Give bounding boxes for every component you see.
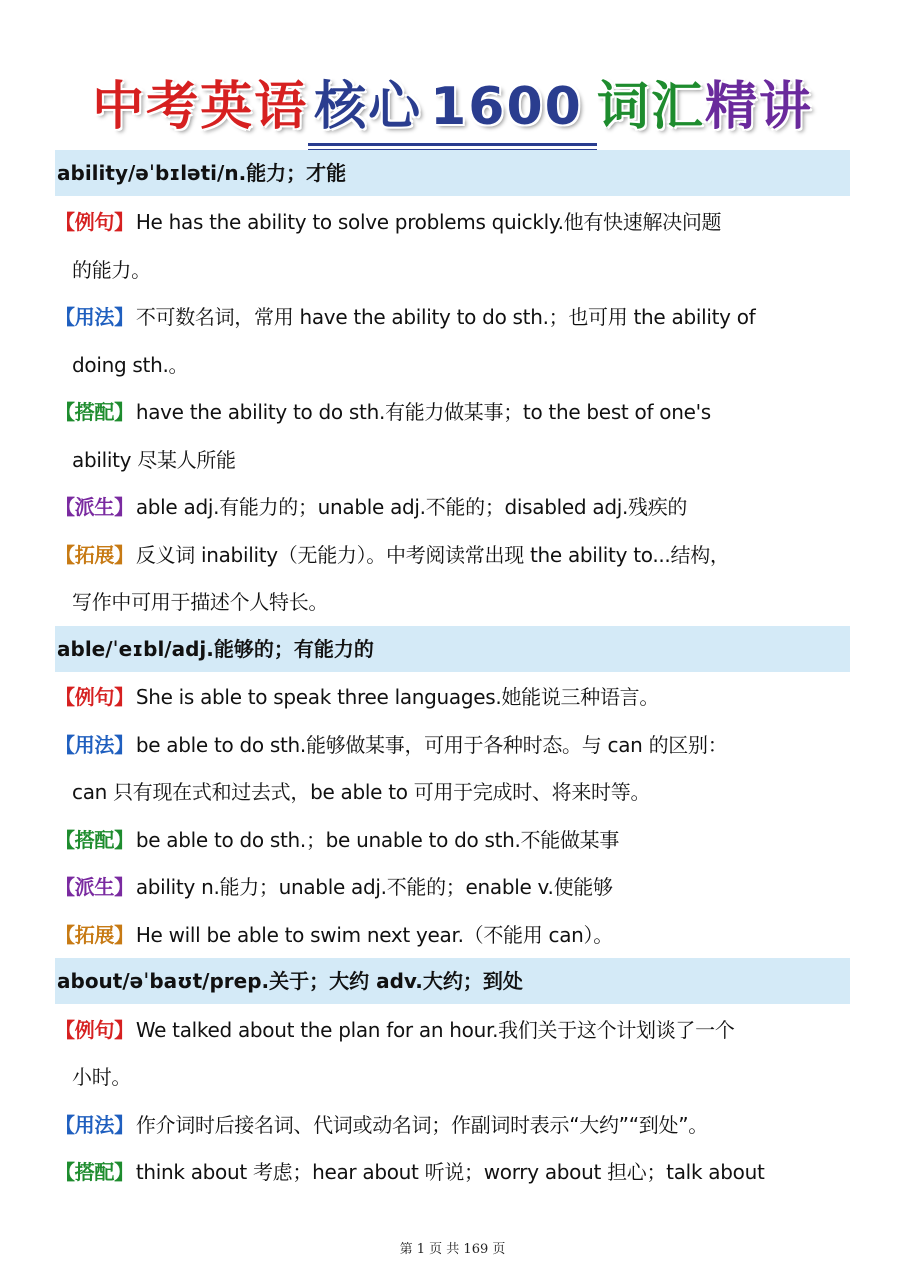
line-text: She is able to speak three languages.她能说三种语言。: [135, 685, 660, 709]
entry-line: [55, 303, 855, 331]
line-text: ability n.能力；unable adj.不能的；enable v.使能够: [135, 875, 613, 899]
entry-line: [55, 541, 855, 569]
tag-example: 【例句】: [55, 210, 134, 234]
entry-line: [72, 588, 872, 616]
page-number-footer: 第 1 页 共 169 页: [399, 1242, 506, 1257]
tag-usage: 【用法】: [55, 733, 134, 757]
title-number: 1600: [430, 77, 583, 137]
title-part-4-green: 词汇: [596, 77, 705, 137]
entry-line: [55, 398, 855, 426]
tag-example: 【例句】: [55, 685, 134, 709]
entry-line: [72, 778, 872, 806]
headword-able: able/ˈeɪbl/adj.能够的；有能力的: [55, 626, 850, 672]
line-text: be able to do sth.能够做某事，可用于各种时态。与 can 的区别：: [135, 733, 728, 757]
line-text: 写作中可用于描述个人特长。: [72, 590, 329, 614]
title-part-1: 中考英语: [92, 77, 309, 137]
title-part-4: [597, 72, 813, 142]
line-text: We talked about the plan for an hour.我们关于这个计划谈了一个: [135, 1018, 735, 1042]
line-text: 小时。: [72, 1065, 132, 1089]
line-text: can 只有现在式和过去式，be able to 可用于完成时、将来时等。: [72, 780, 651, 804]
tag-derivation: 【派生】: [55, 495, 134, 519]
line-text: ability 尽某人所能: [72, 448, 236, 472]
line-text: 作介词时后接名词、代词或动名词；作副词时表示“大约”“到处”。: [135, 1113, 708, 1137]
entry-line: [55, 873, 855, 901]
line-text: think about 考虑；hear about 听说；worry about 担心；talk about: [135, 1160, 765, 1184]
tag-usage: 【用法】: [55, 1113, 134, 1137]
entry-line: [55, 921, 855, 949]
line-text: 不可数名词，常用 have the ability to do sth.；也可用 the ability of: [135, 305, 756, 329]
tag-collocation: 【搭配】: [55, 400, 134, 424]
tag-usage: 【用法】: [55, 305, 134, 329]
entry-line: [55, 731, 855, 759]
line-text: doing sth.。: [72, 353, 189, 377]
headword-about: about/əˈbaʊt/prep.关于；大约 adv.大约；到处: [55, 958, 850, 1004]
title-core-text: 核心: [314, 77, 423, 137]
entry-line: [55, 1158, 855, 1186]
tag-extension: 【拓展】: [55, 543, 134, 567]
line-text: be able to do sth.；be unable to do sth.不能做某事: [135, 828, 620, 852]
line-text: 的能力。: [72, 258, 151, 282]
entry-line: [72, 446, 872, 474]
line-text: have the ability to do sth.有能力做某事；to the best of one's: [135, 400, 711, 424]
title-part-4-purple: 精讲: [704, 77, 813, 137]
tag-collocation: 【搭配】: [55, 1160, 134, 1184]
line-text: able adj.有能力的；unable adj.不能的；disabled adj.残疾的: [135, 495, 688, 519]
entry-line: [55, 1111, 855, 1139]
page-title: [0, 72, 905, 142]
title-part-2: [308, 72, 597, 142]
tag-derivation: 【派生】: [55, 875, 134, 899]
headword-ability: ability/əˈbɪləti/n.能力；才能: [55, 150, 850, 196]
entry-line: [55, 1016, 855, 1044]
entry-line: [55, 683, 855, 711]
title-part-4-text: [597, 72, 813, 142]
entry-line: [72, 256, 872, 284]
entry-line: [55, 826, 855, 854]
tag-example: 【例句】: [55, 1018, 134, 1042]
entry-line: [72, 351, 872, 379]
tag-extension: 【拓展】: [55, 923, 134, 947]
entry-line: [72, 1063, 872, 1091]
entry-line: [55, 493, 855, 521]
entry-line: [55, 208, 855, 236]
line-text: He will be able to swim next year.（不能用 can）。: [135, 923, 613, 947]
line-text: 反义词 inability（无能力）。中考阅读常出现 the ability to...结构，: [135, 543, 730, 567]
line-text: He has the ability to solve problems quickly.他有快速解决问题: [135, 210, 722, 234]
tag-collocation: 【搭配】: [55, 828, 134, 852]
